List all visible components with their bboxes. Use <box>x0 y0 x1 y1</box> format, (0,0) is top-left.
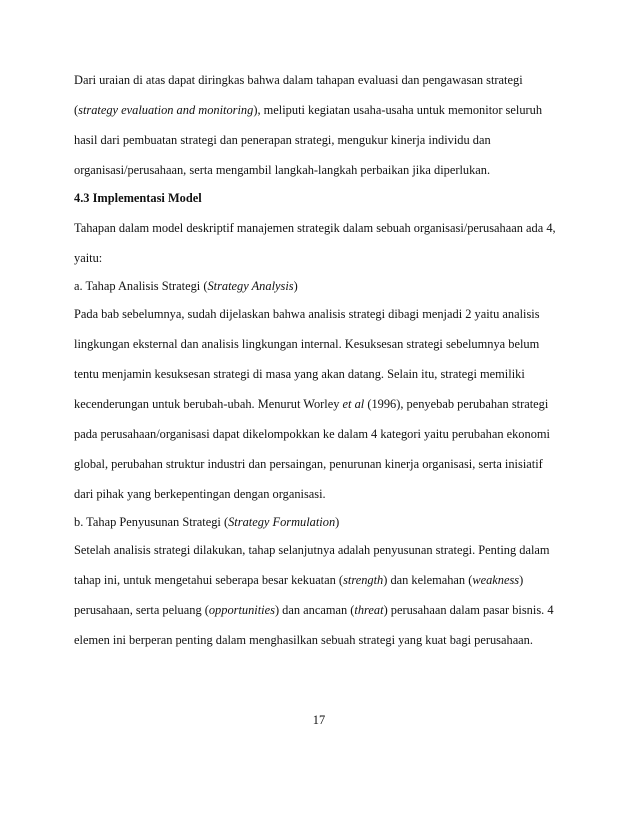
text-fragment: ), meliputi kegiatan usaha-usaha untuk memonitor seluruh <box>253 103 543 117</box>
subheading-a <box>74 278 574 294</box>
text-fragment: tahap ini, untuk mengetahui seberapa besar kekuatan ( <box>74 573 344 587</box>
page-number: 17 <box>312 713 326 727</box>
paragraph-line <box>74 102 574 118</box>
italic-term: opportunities <box>208 603 275 617</box>
paragraph-line <box>74 572 574 588</box>
text-fragment: kecenderungan untuk berubah-ubah. Menurut Worley <box>74 397 343 411</box>
text-fragment: perusahaan, serta peluang ( <box>74 603 209 617</box>
italic-term: strength <box>343 573 384 587</box>
italic-term: threat <box>354 603 384 617</box>
italic-term: strategy evaluation and monitoring <box>78 103 254 117</box>
paragraph-line: hasil dari pembuatan strategi dan penerapan strategi, mengukur kinerja individu dan <box>74 133 491 147</box>
paragraph-line: global, perubahan struktur industri dan persaingan, penurunan kinerja organisasi, serta inisiatif <box>74 457 543 471</box>
paragraph-line: Dari uraian di atas dapat diringkas bahwa dalam tahapan evaluasi dan pengawasan strategi <box>74 73 523 87</box>
text-fragment: (1996), penyebab perubahan strategi <box>364 397 549 411</box>
paragraph-line: Pada bab sebelumnya, sudah dijelaskan bahwa analisis strategi dibagi menjadi 2 yaitu analisis <box>74 307 540 321</box>
paragraph-line: dari pihak yang berkepentingan dengan organisasi. <box>74 487 326 501</box>
italic-term: Strategy Formulation <box>228 515 336 529</box>
subheading-b <box>74 514 574 530</box>
text-fragment: b. Tahap Penyusunan Strategi ( <box>74 515 229 529</box>
paragraph-line: lingkungan eksternal dan analisis lingkungan internal. Kesuksesan strategi sebelumnya belum <box>74 337 540 351</box>
text-fragment: a. Tahap Analisis Strategi ( <box>74 279 208 293</box>
paragraph-line <box>74 396 574 412</box>
paragraph-line: tentu menjamin kesuksesan strategi di masa yang akan datang. Selain itu, strategi memiliki <box>74 367 525 381</box>
paragraph-line: elemen ini berperan penting dalam menghasilkan sebuah strategi yang kuat bagi perusahaan. <box>74 633 533 647</box>
section-heading: 4.3 Implementasi Model <box>74 191 202 205</box>
paragraph-line: yaitu: <box>74 251 103 265</box>
paragraph-line: pada perusahaan/organisasi dapat dikelompokkan ke dalam 4 kategori yaitu perubahan ekonomi <box>74 427 550 441</box>
text-fragment: ) dan kelemahan ( <box>383 573 473 587</box>
paragraph-line: Tahapan dalam model deskriptif manajemen strategik dalam sebuah organisasi/perusahaan ada 4, <box>74 221 556 235</box>
italic-term: weakness <box>472 573 520 587</box>
text-fragment: ) dan ancaman ( <box>274 603 355 617</box>
text-fragment: ) <box>293 279 298 293</box>
paragraph-line: organisasi/perusahaan, serta mengambil langkah-langkah perbaikan jika diperlukan. <box>74 163 491 177</box>
paragraph-line: Setelah analisis strategi dilakukan, tahap selanjutnya adalah penyusunan strategi. Penting dalam <box>74 543 550 557</box>
italic-term: Strategy Analysis <box>207 279 294 293</box>
text-fragment: ) <box>335 515 340 529</box>
paragraph-line <box>74 602 574 618</box>
italic-term: et al <box>342 397 365 411</box>
text-fragment: ) perusahaan dalam pasar bisnis. 4 <box>383 603 554 617</box>
text-fragment: ( <box>74 103 79 117</box>
text-fragment: ) <box>519 573 524 587</box>
